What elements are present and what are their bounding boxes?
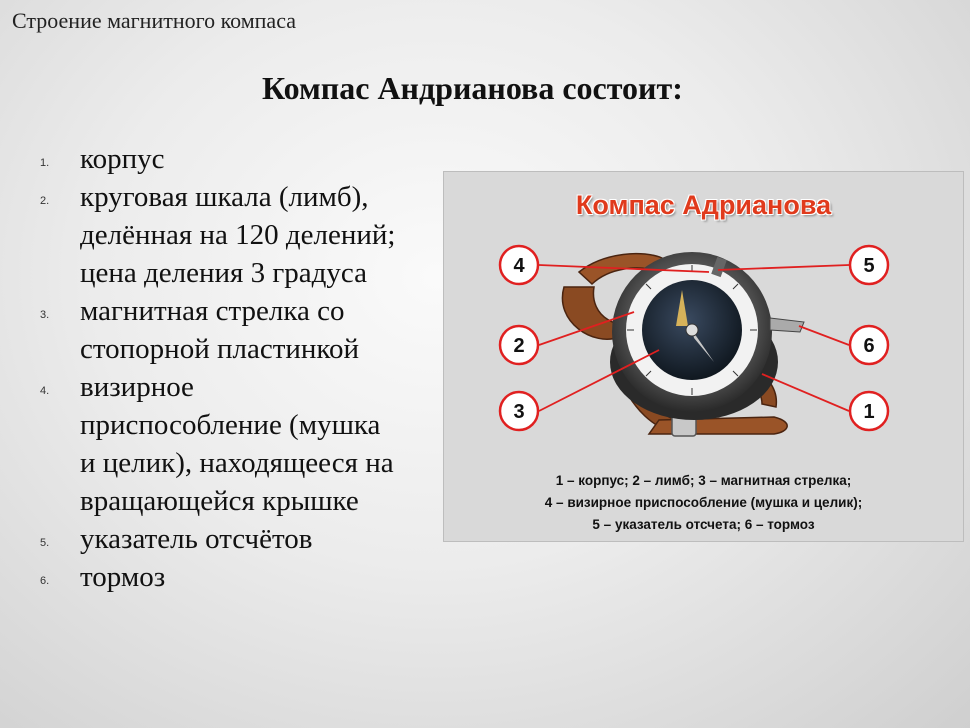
list-item (40, 520, 440, 558)
list-item (40, 292, 440, 368)
list-item (40, 140, 440, 178)
list-text: указатель отсчётов (80, 523, 313, 555)
figure-title: Компас Адрианова (575, 190, 832, 220)
caption-line: 4 – визирное приспособление (мушка и целик); (544, 495, 863, 510)
slide-title: Компас Андрианова состоит: (262, 70, 683, 106)
callout-number: 6 (863, 335, 875, 357)
list-text: магнитная стрелка со стопорной пластинкой (80, 295, 360, 365)
list-text: корпус (80, 143, 165, 175)
list-number: 1. (40, 157, 50, 169)
callout-number: 2 (513, 335, 525, 357)
list-text: тормоз (80, 561, 166, 593)
list-number: 3. (40, 309, 50, 321)
caption-line: 1 – корпус; 2 – лимб; 3 – магнитная стрелка; (555, 473, 852, 488)
slide-header: Строение магнитного компаса (12, 8, 296, 33)
caption-line: 5 – указатель отсчета; 6 – тормоз (592, 517, 815, 532)
callout-number: 1 (863, 401, 875, 423)
compass-figure (443, 171, 964, 542)
list-number: 5. (40, 537, 50, 549)
list-number: 2. (40, 195, 50, 207)
list-item (40, 368, 440, 520)
list-number: 4. (40, 385, 50, 397)
list-text: круговая шкала (лимб), делённая на 120 делений; цена деления 3 градуса (80, 181, 396, 289)
list-number: 6. (40, 575, 50, 587)
callout-number: 5 (863, 255, 875, 277)
list-text: визирное приспособление (мушка и целик), находящееся на вращающейся крышке (80, 371, 394, 517)
list-item (40, 558, 440, 596)
list-item (40, 178, 440, 292)
components-list (40, 140, 440, 596)
figure-caption (444, 470, 963, 536)
callout-number: 3 (513, 401, 525, 423)
callout-number: 4 (513, 255, 525, 277)
